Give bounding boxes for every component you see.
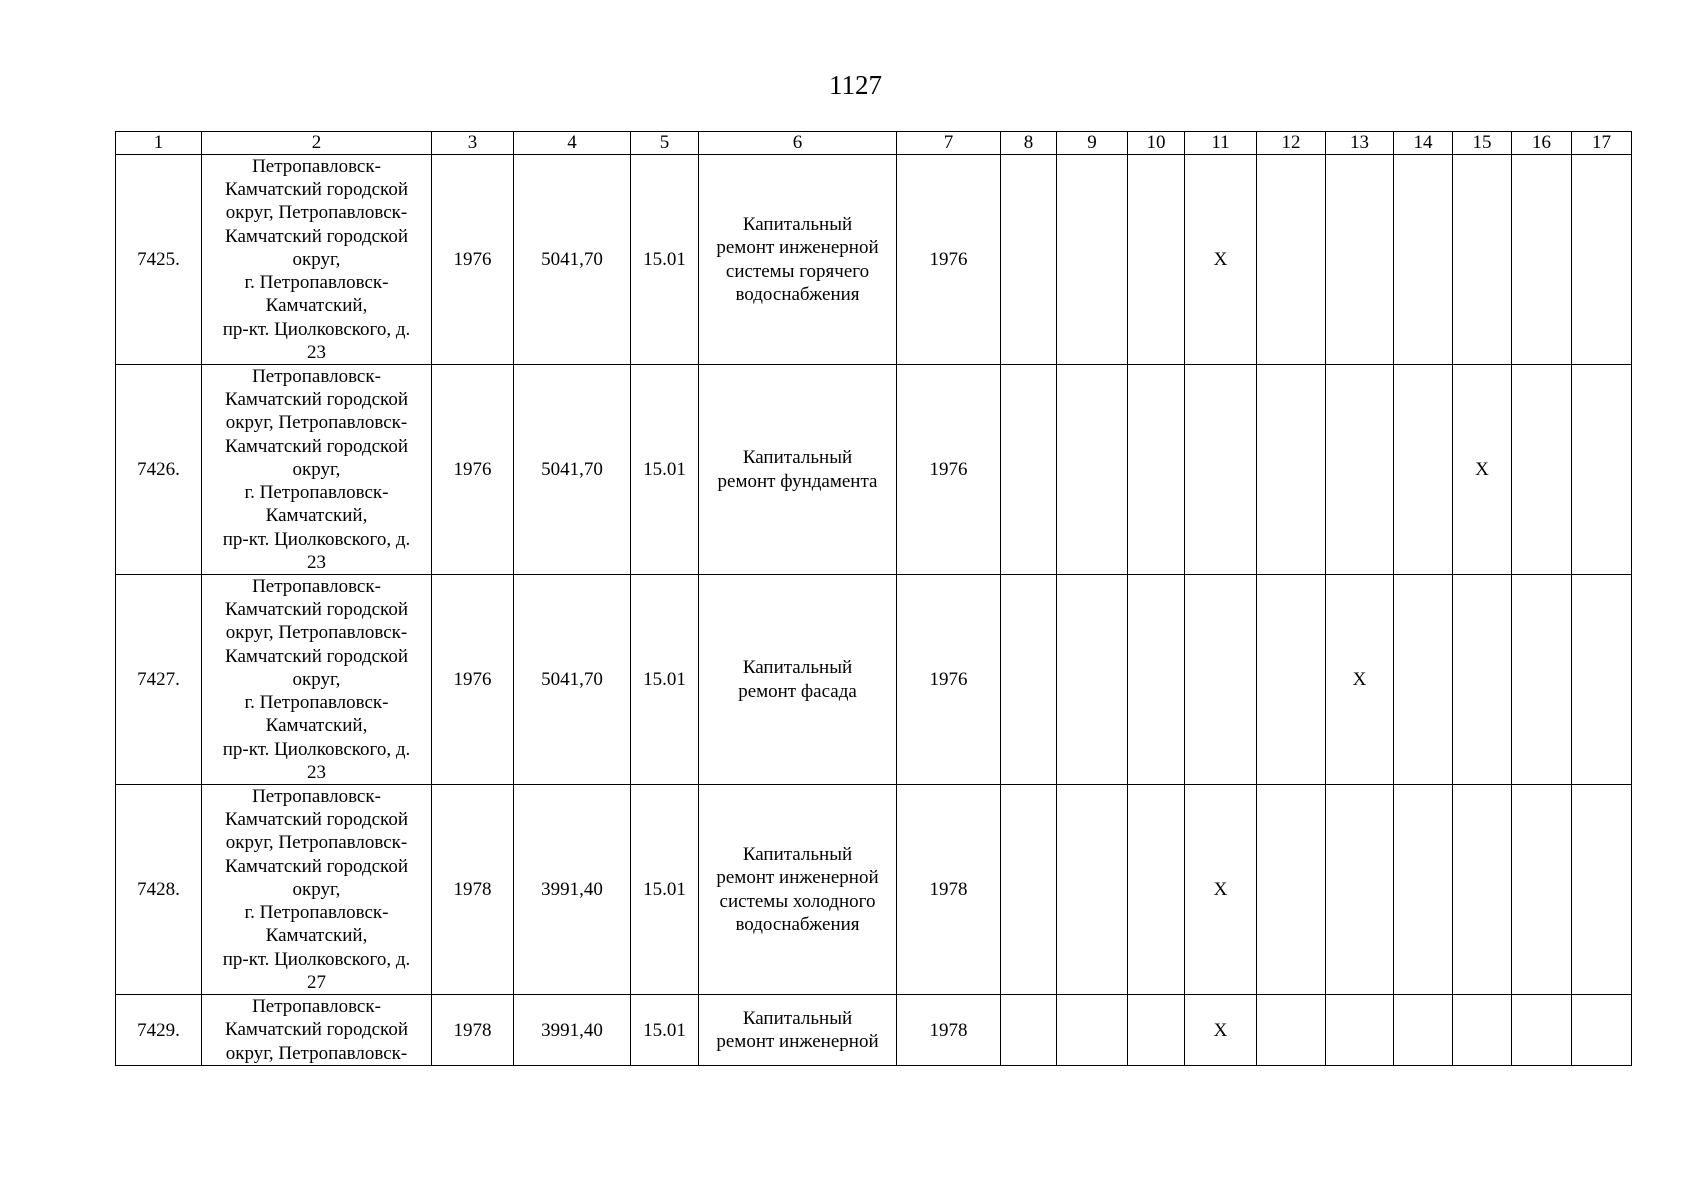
column-number-7: 7	[897, 132, 1001, 155]
work-type-cell-line: системы холодного	[719, 890, 876, 912]
work-type-cell	[699, 365, 897, 575]
address-cell-line: округ, Петропавловск-	[225, 202, 408, 224]
table-row	[116, 155, 1632, 365]
mark-col-11: X	[1185, 155, 1257, 365]
address-cell-line: пр-кт. Циолковского, д.	[222, 948, 411, 970]
row-number: 7429.	[116, 995, 202, 1066]
address-cell-line: 23	[307, 341, 326, 363]
address-cell-line: Камчатский городской	[225, 179, 408, 201]
address-cell-line: Петропавловск-	[252, 996, 381, 1018]
mark-col-14	[1394, 365, 1453, 575]
mark-col-11: X	[1185, 995, 1257, 1066]
work-type-cell-line: водоснабжения	[735, 283, 860, 305]
capital-repair-table	[115, 131, 1632, 1066]
mark-col-9	[1057, 575, 1128, 785]
planned-year: 1976	[897, 365, 1001, 575]
year-built: 1976	[432, 155, 514, 365]
mark-col-15: X	[1453, 365, 1512, 575]
address-cell-line: Камчатский городской	[225, 599, 408, 621]
address-cell-line: Камчатский городской	[225, 225, 408, 247]
address-cell-line: пр-кт. Циолковского, д.	[222, 318, 411, 340]
address-cell-line: пр-кт. Циолковского, д.	[222, 528, 411, 550]
work-type-cell-line: ремонт инженерной	[716, 237, 879, 259]
year-built: 1976	[432, 575, 514, 785]
mark-col-15	[1453, 155, 1512, 365]
address-cell-line: г. Петропавловск-	[244, 692, 389, 714]
mark-col-16	[1512, 365, 1572, 575]
mark-col-8	[1001, 575, 1057, 785]
mark-col-17	[1572, 365, 1632, 575]
address-cell	[202, 575, 432, 785]
mark-col-10	[1128, 785, 1185, 995]
code-cell: 15.01	[631, 365, 699, 575]
mark-col-15	[1453, 995, 1512, 1066]
mark-col-12	[1257, 995, 1326, 1066]
column-number-14: 14	[1394, 132, 1453, 155]
mark-col-11: X	[1185, 785, 1257, 995]
mark-col-16	[1512, 575, 1572, 785]
column-number-10: 10	[1128, 132, 1185, 155]
total-area: 3991,40	[514, 995, 631, 1066]
work-type-cell-line: ремонт фундамента	[717, 470, 878, 492]
mark-col-13	[1326, 785, 1394, 995]
mark-col-11	[1185, 365, 1257, 575]
column-number-row	[116, 132, 1632, 155]
address-cell-line: округ, Петропавловск-	[225, 412, 408, 434]
mark-col-17	[1572, 155, 1632, 365]
total-area: 5041,70	[514, 365, 631, 575]
row-number: 7427.	[116, 575, 202, 785]
mark-col-8	[1001, 995, 1057, 1066]
work-type-cell	[699, 575, 897, 785]
mark-col-13	[1326, 995, 1394, 1066]
mark-col-9	[1057, 785, 1128, 995]
mark-col-8	[1001, 155, 1057, 365]
mark-col-10	[1128, 155, 1185, 365]
column-number-11: 11	[1185, 132, 1257, 155]
mark-col-16	[1512, 995, 1572, 1066]
table-row	[116, 785, 1632, 995]
column-number-13: 13	[1326, 132, 1394, 155]
work-type-cell-line: ремонт фасада	[738, 680, 857, 702]
planned-year: 1976	[897, 575, 1001, 785]
address-cell-line: округ, Петропавловск-	[225, 622, 408, 644]
mark-col-17	[1572, 995, 1632, 1066]
work-type-cell	[699, 995, 897, 1066]
address-cell-line: Петропавловск-	[252, 786, 381, 808]
column-number-3: 3	[432, 132, 514, 155]
total-area: 5041,70	[514, 575, 631, 785]
column-number-6: 6	[699, 132, 897, 155]
mark-col-12	[1257, 785, 1326, 995]
year-built: 1978	[432, 785, 514, 995]
address-cell-line: Камчатский городской	[225, 855, 408, 877]
address-cell-line: округ,	[292, 668, 341, 690]
address-cell-line: округ, Петропавловск-	[225, 1042, 408, 1064]
work-type-cell-line: Капитальный	[742, 657, 853, 679]
year-built: 1978	[432, 995, 514, 1066]
table-row	[116, 995, 1632, 1066]
mark-col-9	[1057, 155, 1128, 365]
row-number: 7426.	[116, 365, 202, 575]
address-cell-line: пр-кт. Циолковского, д.	[222, 738, 411, 760]
mark-col-16	[1512, 785, 1572, 995]
year-built: 1976	[432, 365, 514, 575]
address-cell-line: Камчатский,	[265, 505, 368, 527]
planned-year: 1978	[897, 785, 1001, 995]
row-number: 7428.	[116, 785, 202, 995]
mark-col-8	[1001, 365, 1057, 575]
mark-col-9	[1057, 365, 1128, 575]
address-cell-line: Камчатский,	[265, 925, 368, 947]
work-type-cell-line: системы горячего	[725, 260, 870, 282]
mark-col-11	[1185, 575, 1257, 785]
mark-col-12	[1257, 365, 1326, 575]
address-cell	[202, 785, 432, 995]
column-number-17: 17	[1572, 132, 1632, 155]
address-cell-line: г. Петропавловск-	[244, 482, 389, 504]
mark-col-10	[1128, 365, 1185, 575]
address-cell-line: Камчатский,	[265, 295, 368, 317]
address-cell-line: г. Петропавловск-	[244, 902, 389, 924]
mark-col-14	[1394, 155, 1453, 365]
mark-col-15	[1453, 575, 1512, 785]
address-cell-line: г. Петропавловск-	[244, 272, 389, 294]
address-cell-line: округ,	[292, 878, 341, 900]
column-number-9: 9	[1057, 132, 1128, 155]
mark-col-10	[1128, 995, 1185, 1066]
address-cell-line: Петропавловск-	[252, 576, 381, 598]
address-cell-line: округ, Петропавловск-	[225, 832, 408, 854]
work-type-cell	[699, 785, 897, 995]
column-number-8: 8	[1001, 132, 1057, 155]
address-cell-line: Петропавловск-	[252, 366, 381, 388]
mark-col-8	[1001, 785, 1057, 995]
address-cell	[202, 155, 432, 365]
mark-col-15	[1453, 785, 1512, 995]
address-cell	[202, 365, 432, 575]
total-area: 3991,40	[514, 785, 631, 995]
mark-col-12	[1257, 155, 1326, 365]
address-cell-line: Камчатский городской	[225, 809, 408, 831]
address-cell-line: 27	[307, 971, 326, 993]
work-type-cell	[699, 155, 897, 365]
mark-col-14	[1394, 785, 1453, 995]
mark-col-13	[1326, 155, 1394, 365]
row-number: 7425.	[116, 155, 202, 365]
total-area: 5041,70	[514, 155, 631, 365]
work-type-cell-line: Капитальный	[742, 214, 853, 236]
column-number-2: 2	[202, 132, 432, 155]
planned-year: 1978	[897, 995, 1001, 1066]
work-type-cell-line: ремонт инженерной	[716, 867, 879, 889]
column-number-16: 16	[1512, 132, 1572, 155]
code-cell: 15.01	[631, 785, 699, 995]
mark-col-13: X	[1326, 575, 1394, 785]
mark-col-13	[1326, 365, 1394, 575]
address-cell-line: Камчатский городской	[225, 389, 408, 411]
address-cell-line: Камчатский городской	[225, 645, 408, 667]
table-row	[116, 575, 1632, 785]
mark-col-16	[1512, 155, 1572, 365]
address-cell-line: округ,	[292, 248, 341, 270]
mark-col-12	[1257, 575, 1326, 785]
planned-year: 1976	[897, 155, 1001, 365]
address-cell-line: Камчатский городской	[225, 435, 408, 457]
code-cell: 15.01	[631, 995, 699, 1066]
column-number-4: 4	[514, 132, 631, 155]
address-cell-line: 23	[307, 551, 326, 573]
mark-col-17	[1572, 785, 1632, 995]
page-number: 1127	[829, 70, 882, 100]
address-cell-line: Камчатский,	[265, 715, 368, 737]
code-cell: 15.01	[631, 575, 699, 785]
address-cell-line: Петропавловск-	[252, 156, 381, 178]
mark-col-14	[1394, 995, 1453, 1066]
column-number-1: 1	[116, 132, 202, 155]
mark-col-10	[1128, 575, 1185, 785]
address-cell-line: округ,	[292, 458, 341, 480]
address-cell	[202, 995, 432, 1066]
table-row	[116, 365, 1632, 575]
address-cell-line: 23	[307, 761, 326, 783]
column-number-15: 15	[1453, 132, 1512, 155]
work-type-cell-line: водоснабжения	[735, 913, 860, 935]
work-type-cell-line: ремонт инженерной	[716, 1031, 879, 1052]
work-type-cell-line: Капитальный	[742, 1007, 853, 1029]
column-number-5: 5	[631, 132, 699, 155]
column-number-12: 12	[1257, 132, 1326, 155]
mark-col-14	[1394, 575, 1453, 785]
address-cell-line: Камчатский городской	[225, 1019, 408, 1041]
work-type-cell-line: Капитальный	[742, 844, 853, 866]
mark-col-17	[1572, 575, 1632, 785]
code-cell: 15.01	[631, 155, 699, 365]
work-type-cell-line: Капитальный	[742, 447, 853, 469]
mark-col-9	[1057, 995, 1128, 1066]
